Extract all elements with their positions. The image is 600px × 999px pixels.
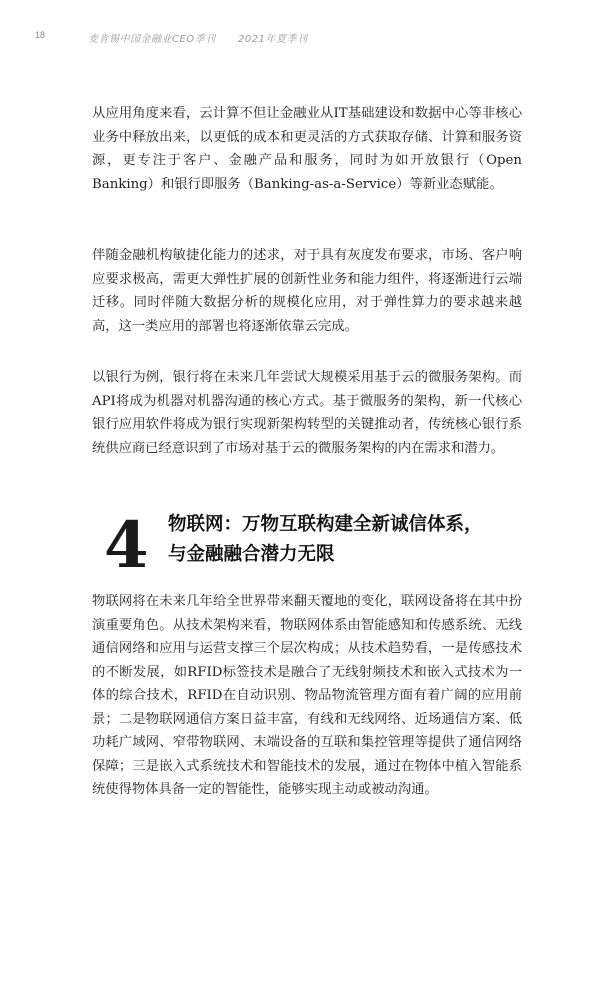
- section-title: [168, 510, 528, 570]
- section-heading: [92, 506, 532, 586]
- paragraph-iot: 物联网将在未来几年给全世界带来翻天覆地的变化，联网设备将在其中扮演重要角色。从技术架构来看，物联网体系由智能感知和传感系统、无线通信网络和应用与运营支撑三个层次构成；从技术趋势看，一是传感技术的不断发展，如RFID标签技术是融合了无线射频技术和嵌入式技术为一体的综合技术，RFID在自动识别、物品物流管理方面有着广阔的应用前景；二是物联网通信方案日益丰富，有线和无线网络、近场通信方案、低功耗广域网、窄带物联网、末端设备的互联和集控管理等提供了通信网络保障；三是嵌入式系统技术和智能技术的发展，通过在物体中植入智能系统使得物体具备一定的智能性，能够实现主动或被动沟通。: [92, 594, 522, 797]
- paragraph-bank-microservices: 以银行为例，银行将在未来几年尝试大规模采用基于云的微服务架构。而API将成为机器对机器沟通的核心方式。基于微服务的架构，新一代核心银行应用软件将成为银行实现新架构转型的关键推动者，传统核心银行系统供应商已经意识到了市场对基于云的微服务架构的内在需求和潜力。: [92, 370, 522, 456]
- section-title-line-1: 物联网：万物互联构建全新诚信体系，: [168, 514, 483, 535]
- publication-title: 麦肯锡中国金融业CEO季刊: [88, 34, 216, 45]
- section-title-line-2: 与金融融合潜力无限: [168, 544, 335, 565]
- paragraph-agile-migration: 伴随金融机构敏捷化能力的述求，对于具有灰度发布要求，市场、客户响应要求极高，需更大弹性扩展的创新性业务和能力组件，将逐渐进行云端迁移。同时伴随大数据分析的规模化应用，对于弹性算力的要求越来越高，这一类应用的部署也将逐渐依靠云完成。: [92, 248, 522, 334]
- page-header: [0, 30, 600, 46]
- paragraph-cloud-applications: 从应用角度来看，云计算不但让金融业从IT基础建设和数据中心等非核心业务中释放出来，以更低的成本和更灵活的方式获取存储、计算和服务资源，更专注于客户、金融产品和服务，同时为如开放银行（Open Banking）和银行即服务（Banking-as-a-Service）等新业态赋能。: [92, 106, 522, 192]
- issue-label: 2021年夏季刊: [238, 34, 308, 45]
- page-number: 18: [35, 30, 46, 40]
- section-number: 4: [104, 508, 149, 583]
